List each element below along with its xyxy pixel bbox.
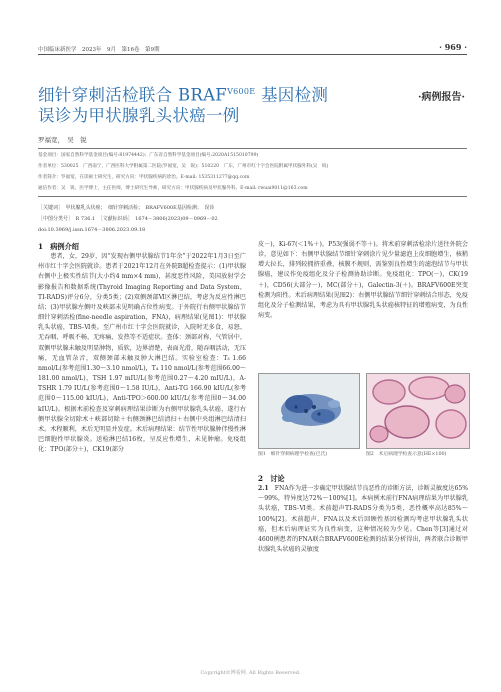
case-paragraph-continued: 皮－)，Ki-67(＜1%＋)，P53(强弱不等＋)。将术前穿刺活检涂片送往外院会诊，意见如下：右侧甲状腺结节细针穿刺涂片见少量滤泡上皮细胞增生，核稍增大拉长，排列较拥挤重叠，核膜不规则，需鉴别良性增生的滤泡结节与甲状腺癌，建议作免疫组化及分子检测协助诊断。免疫组化：TPO(－)，CK(19＋)，CD56(大部分－)，MC(部分＋)，Galectin-3(＋)。BRAFV600E突变检测为阳性。术后病理结果(见图2)：右侧甲状腺结节细针穿刺结合形态，免疫组化及分子检测结果，考虑为具有甲状腺乳头状癌核特征的增殖病变，为良性病变。 [258,241,468,320]
title-part1-end: 基因检测 [255,85,329,105]
meta-bottom-rule [38,196,467,197]
figure-1-caption: 图1 细针穿刺病理学检查(巴氏) [258,452,328,457]
discussion-paragraph [258,484,468,555]
author-intro: 作者简介：罗福宽，在读硕士研究生，研究方向：甲状腺疾病的诊治。E-mail: 1535311277@qq.com [38,175,250,180]
subsection-2-1-number: 2.1 [258,485,275,493]
section-1-heading: 1 病例介绍 [38,242,79,251]
authors: 罗福宽， 吴 锐 [38,136,87,144]
keywords: ［关键词］ 甲状腺乳头状癌； 细针穿刺活检； BRAFV600E基因检测； 误诊 [38,205,215,211]
section-2-heading: 2 讨论 [258,474,285,483]
corresponding-author: 通信作者：吴 锐，医学博士，主任医师，博士研究生导师，研究方向：甲状腺疾病及甲状腺外科。E-mail: rwuai9011@163.com [38,186,308,191]
title-part1: 细针穿刺活检联合 BRAF [38,85,228,105]
figure-2-caption: 图2 术后病理学检查示意(HE×100) [366,452,447,457]
article-category: ·病例报告· [418,92,465,103]
cytology-micrograph [259,374,359,448]
journal-header: 中国临床新医学 2023年 9月 第16卷 第9期 [38,47,160,53]
classification: ［中图分类号］ R 736.1 ［文献标识码］ 1674－3806(2023)09－0969－02 [38,216,218,222]
title-part2: 误诊为甲状腺乳头状癌一例 [38,105,240,125]
figure-2-image [366,373,470,449]
case-paragraph: 患者，女，29岁，因“发现右侧甲状腺结节1年余”于2022年1月3日至广州市红十字会医院就诊。患者于2021年12月在外院B超检查提示：(1)甲状腺右侧中上极实性结节(大小约4 mm×4 mm)，甚度恶性风险，美国放射学会影像报告和数据系统(Thyroid Imaging Reporting and Data System，TI-RADS)评分6分，分类5类；(2)双侧颈部Ⅵ区淋巴结，考虑为反应性淋巴结；(3)甲状腺左侧叶及峡部未见明确占位性病变。于外院行右侧甲状腺结节细针穿刺活检(fine-needle aspiration，FNA)，病理结果(见图1)：甲状腺乳头状癌，TBS-Ⅵ类。至广州市红十字会医院就诊，入院时无多食、易怒、无吞咽、呼吸不畅、无疼痛、发热等不适症状。查体：颈部对称，气管居中，双侧甲状腺未触及明显肿物，质软，边界清楚，表面光滑，随吞咽活动，无压痛，无血管杂音，双侧颈部未触及肿大淋巴结。实验室检查：T₃ 1.66 nmol/L(参考范围1.30～3.10 nmol/L)，T₄ 110 nmol/L(参考范围66.00～181.00 nmol/L)，TSH 1.97 mIU/L(参考范围0.27～4.20 mIU/L)，A-TSHR 1.79 IU/L(参考范围0～1.58 IU/L)，Anti-TG 166.90 kIU/L(参考范围0～115.00 kIU/L)，Anti-TPO＞600.00 kIU/L(参考范围0～34.00 kIU/L)。根据术前检查及穿刺病理结果诊断为右侧甲状腺乳头状癌，遂行右侧甲状腺全切除术＋峡部切除＋右侧颈淋巴结清扫＋右侧中央组淋巴结清扫术。术程顺利，术后无明显并发症。术后病理结果：结节性甲状腺肿伴慢性淋巴细胞性甲状腺炎。送检淋巴结16枚，呈反应性增生，未见肿瘤。免疫组化：TPO(部分＋)，CK19(部分 [38,253,246,454]
author-unit: 作者单位：530025 广西南宁，广西医科大学附属第二医院(罗福宽，吴 锐)；510220 广东，广州市红十字会医院附属甲状腺外科(吴 锐) [38,164,329,169]
page-number: · 969 · [439,42,467,52]
copyright-footer: Copyright©博看网. All Rights Reserved. [200,670,301,676]
left-column [38,242,246,662]
fund-info: 基金项目：国家自然科学基金项目(编号:81974442)；广东省自然科学基金项目(编号:2020A1515010799) [38,153,259,158]
discussion-text: FNA作为进一步确定甲状腺结节良恶性的诊断方法，诊断灵敏度达65%～99%，特异度达72%～100%[1]。本病例术前行FNA病理结果为甲状腺乳头状癌，TBS-Ⅵ类。术前超声TI-RADS分类为5类，恶性概率高达85%～100%[2]。术前超声、FNA以及术后回顾性基因检测均考虑甲状腺乳头状癌，但术后病理证实为良性病变，这种情况较为少见。Chen等[3]通过对4600例患者的FNA联合BRAFV600E检测的结果分析得出，两者联合诊断甲状腺乳头状癌的灵敏度 [258,485,468,554]
histology-micrograph [367,374,469,448]
title-superscript: V600E [227,87,256,96]
right-column-bottom [258,474,468,664]
header-rule [38,54,467,55]
right-column-top [258,240,468,368]
article-title [38,82,368,126]
figure-1-image [258,373,360,449]
doi: doi:10.3969/j.issn.1674－3806.2023.09.18 [38,227,146,233]
meta-top-rule [38,148,467,149]
